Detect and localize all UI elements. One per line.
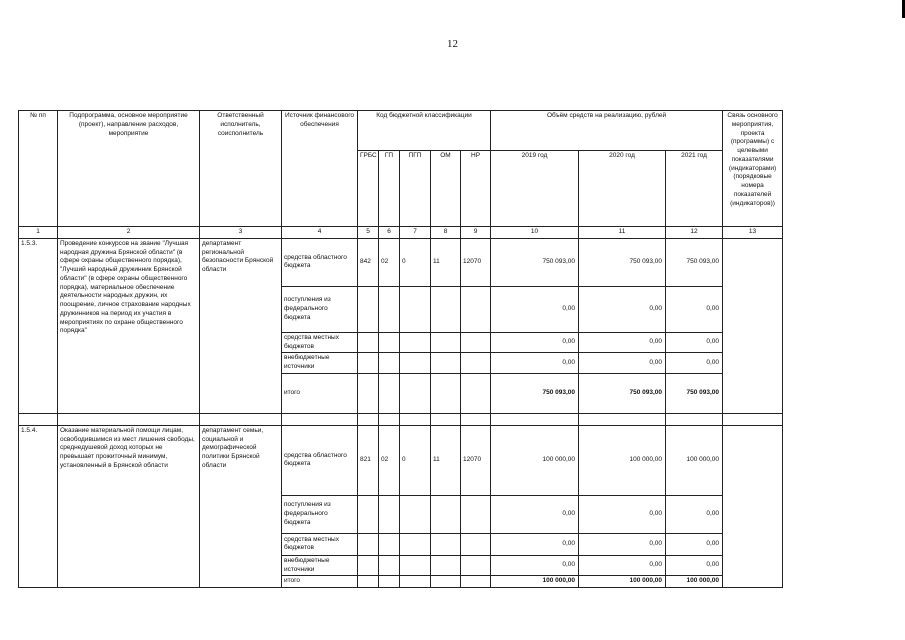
col-number: 13 xyxy=(723,227,783,239)
value-2020: 0,00 xyxy=(579,495,666,533)
source-name: внебюджетные источники xyxy=(282,353,358,374)
header-executor: Ответственный исполнитель, соисполнитель xyxy=(200,111,282,227)
code-om: 11 xyxy=(431,238,461,286)
value-2019: 0,00 xyxy=(491,555,579,576)
source-name: внебюджетные источники xyxy=(282,555,358,576)
header-grbs: ГРБС xyxy=(358,151,379,227)
col-number: 12 xyxy=(666,227,723,239)
total-2021: 100 000,00 xyxy=(666,576,723,588)
value-2019: 0,00 xyxy=(491,286,579,332)
row-executor: департамент семьи, социальной и демографической политики Брянской области xyxy=(200,425,282,587)
total-2019: 750 093,00 xyxy=(491,373,579,413)
value-2019: 0,00 xyxy=(491,353,579,374)
col-number: 8 xyxy=(431,227,461,239)
value-2020: 0,00 xyxy=(579,286,666,332)
source-name: средства местных бюджетов xyxy=(282,533,358,555)
code-grbs: 821 xyxy=(358,425,379,495)
source-name: поступления из федерального бюджета xyxy=(282,286,358,332)
value-2021: 0,00 xyxy=(666,533,723,555)
header-pgp: ПГП xyxy=(400,151,431,227)
code-gp: 02 xyxy=(379,238,400,286)
total-2020: 750 093,00 xyxy=(579,373,666,413)
source-name: средства областного бюджета xyxy=(282,425,358,495)
link-cell xyxy=(723,238,783,413)
column-number-row xyxy=(19,227,783,239)
page-number: 12 xyxy=(447,38,458,50)
row-title: Оказание материальной помощи лицам, освободившимся из мест лишения свободы, среднедушевой доход которых не превышает прожиточный минимум, установленный в Брянской области xyxy=(58,425,200,587)
code-pgp: 0 xyxy=(400,238,431,286)
budget-table xyxy=(18,110,783,588)
col-number: 5 xyxy=(358,227,379,239)
value-2020: 750 093,00 xyxy=(579,238,666,286)
code-grbs: 842 xyxy=(358,238,379,286)
header-budget-code: Код бюджетной классификации xyxy=(358,111,491,151)
code-om: 11 xyxy=(431,425,461,495)
value-2020: 0,00 xyxy=(579,533,666,555)
source-name: поступления из федерального бюджета xyxy=(282,495,358,533)
code-np: 12070 xyxy=(461,238,491,286)
value-2021: 100 000,00 xyxy=(666,425,723,495)
value-2019: 100 000,00 xyxy=(491,425,579,495)
value-2019: 0,00 xyxy=(491,495,579,533)
header-link: Связь основного мероприятия, проекта (программы) с целевыми показателями (индикаторами) (порядковые номера показателей (индикаторов)) xyxy=(723,111,783,227)
col-number: 1 xyxy=(19,227,58,239)
col-number: 11 xyxy=(579,227,666,239)
value-2020: 0,00 xyxy=(579,353,666,374)
value-2021: 0,00 xyxy=(666,353,723,374)
header-volume: Объём средств на реализацию, рублей xyxy=(491,111,723,151)
total-2021: 750 093,00 xyxy=(666,373,723,413)
header-program: Подпрограмма, основное мероприятие (проект), направление расходов, мероприятие xyxy=(58,111,200,227)
col-number: 10 xyxy=(491,227,579,239)
value-2021: 0,00 xyxy=(666,332,723,353)
source-name: итого xyxy=(282,373,358,413)
header-2019: 2019 год xyxy=(491,151,579,227)
row-number: 1.5.4. xyxy=(19,425,58,587)
header-np: НР xyxy=(461,151,491,227)
value-2019: 0,00 xyxy=(491,332,579,353)
col-number: 4 xyxy=(282,227,358,239)
spacer-row xyxy=(19,413,783,425)
code-gp: 02 xyxy=(379,425,400,495)
source-name: средства местных бюджетов xyxy=(282,332,358,353)
value-2021: 0,00 xyxy=(666,555,723,576)
col-number: 3 xyxy=(200,227,282,239)
link-cell xyxy=(723,425,783,587)
header-2020: 2020 год xyxy=(579,151,666,227)
header-2021: 2021 год xyxy=(666,151,723,227)
value-2021: 750 093,00 xyxy=(666,238,723,286)
col-number: 9 xyxy=(461,227,491,239)
col-number: 6 xyxy=(379,227,400,239)
row-title: Проведение конкурсов на звание "Лучшая народная дружина Брянской области" (в сфере охраны общественного порядка), "Лучший народный дружинник Брянской области" (в сфере охраны общественного порядка), материальное обеспечение деятельности народных дружин, их поощрение, личное страхование народных дружинников на период их участия в мероприятиях по охране общественного порядка" xyxy=(58,238,200,413)
source-name: средства областного бюджета xyxy=(282,238,358,286)
header-om: ОМ xyxy=(431,151,461,227)
row-number: 1.5.3. xyxy=(19,238,58,413)
value-2021: 0,00 xyxy=(666,495,723,533)
value-2020: 0,00 xyxy=(579,332,666,353)
value-2020: 100 000,00 xyxy=(579,425,666,495)
total-2019: 100 000,00 xyxy=(491,576,579,588)
header-gp: ГП xyxy=(379,151,400,227)
row-executor: департамент региональной безопасности Брянской области xyxy=(200,238,282,413)
table-row xyxy=(19,425,783,495)
source-name: итого xyxy=(282,576,358,588)
col-number: 7 xyxy=(400,227,431,239)
code-np: 12070 xyxy=(461,425,491,495)
col-number: 2 xyxy=(58,227,200,239)
value-2020: 0,00 xyxy=(579,555,666,576)
code-pgp: 0 xyxy=(400,425,431,495)
header-num: № пп xyxy=(19,111,58,227)
value-2019: 750 093,00 xyxy=(491,238,579,286)
value-2019: 0,00 xyxy=(491,533,579,555)
header-source: Источник финансового обеспечения xyxy=(282,111,358,227)
table-row xyxy=(19,238,783,286)
total-2020: 100 000,00 xyxy=(579,576,666,588)
value-2021: 0,00 xyxy=(666,286,723,332)
